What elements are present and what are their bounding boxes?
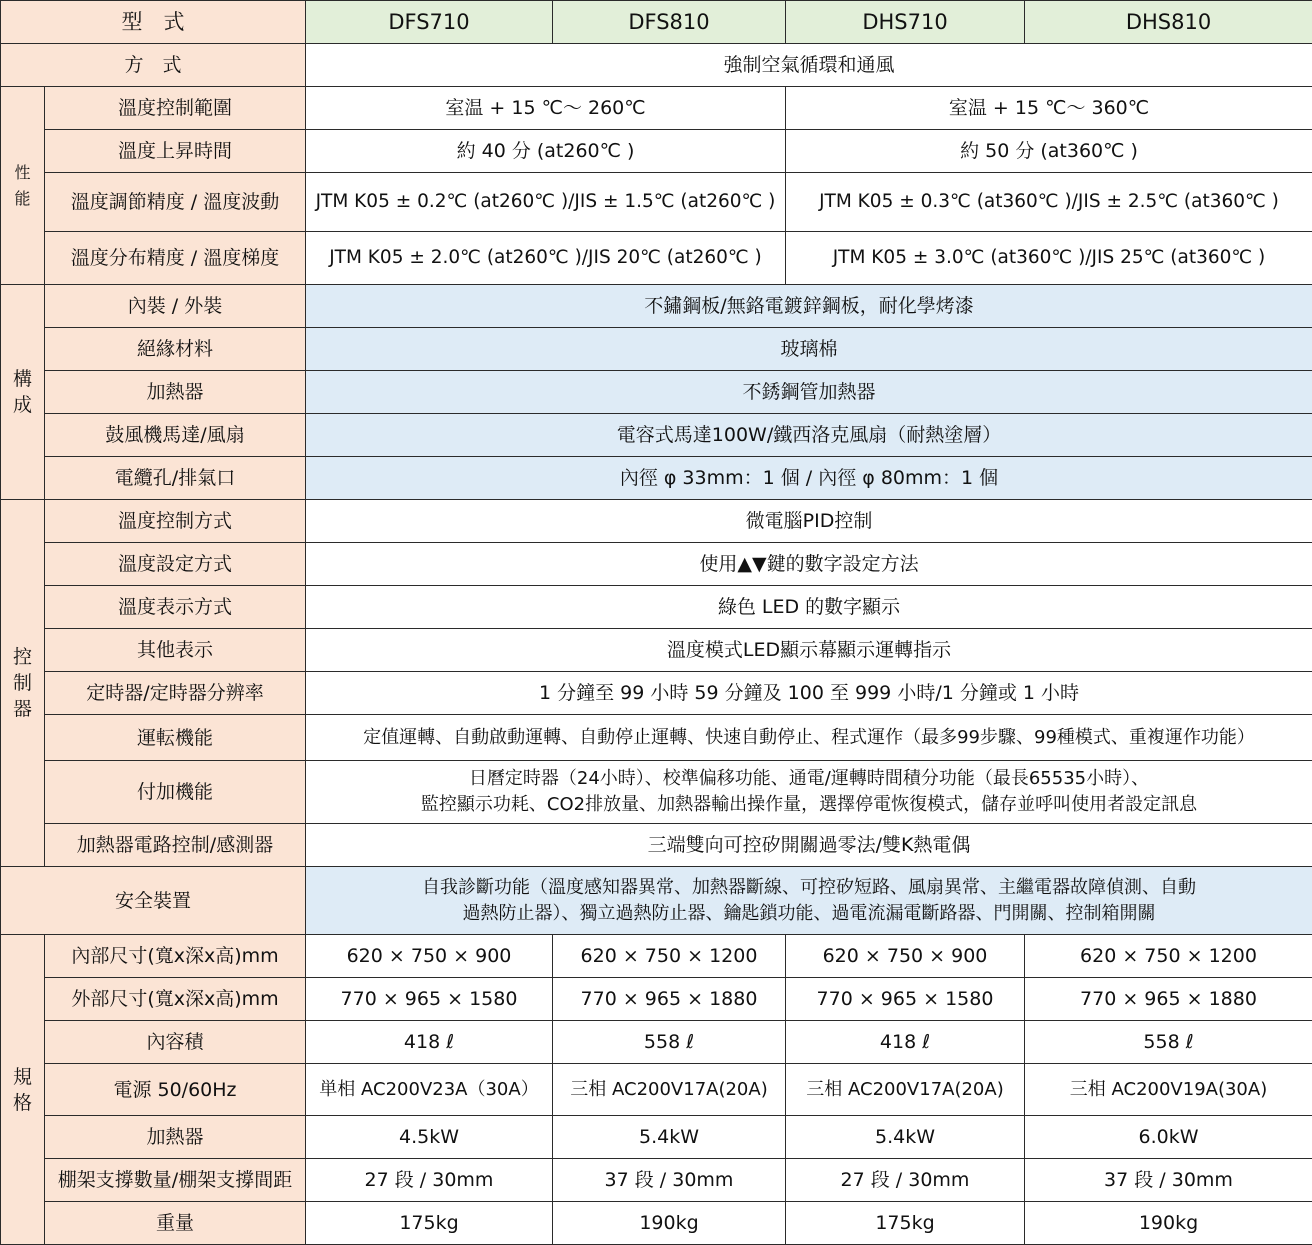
row-label: 內容積: [45, 1021, 306, 1064]
table-row: [1, 173, 1312, 232]
cell-value: 室温 + 15 ℃～ 360℃: [786, 87, 1312, 130]
row-label: 重量: [45, 1202, 306, 1245]
table-row: [1, 1116, 1312, 1159]
row-label: 電源 50/60Hz: [45, 1064, 306, 1116]
cell-value: 玻璃棉: [306, 328, 1312, 371]
cell-value: 190kg: [1025, 1202, 1312, 1245]
table-row: [1, 328, 1312, 371]
safety-row: [1, 867, 1312, 935]
cell-value: 770 × 965 × 1880: [1025, 978, 1312, 1021]
cell-value: 558 ℓ: [553, 1021, 786, 1064]
model-dfs710: DFS710: [306, 1, 553, 44]
table-row: [1, 1159, 1312, 1202]
row-label: 加熱器: [45, 1116, 306, 1159]
cell-value: 三相 AC200V19A(30A): [1025, 1064, 1312, 1116]
cell-value: 27 段 / 30mm: [786, 1159, 1025, 1202]
row-label: 溫度分布精度 / 溫度梯度: [45, 232, 306, 285]
row-label: 溫度設定方式: [45, 543, 306, 586]
cell-value: 三相 AC200V17A(20A): [553, 1064, 786, 1116]
cell-value: 770 × 965 × 1580: [786, 978, 1025, 1021]
safety-value: 自我診斷功能（溫度感知器異常、加熱器斷線、可控矽短路、風扇異常、主繼電器故障偵測、自動 過熱防止器）、獨立過熱防止器、鑰匙鎖功能、過電流漏電斷路器、門開關、控制箱開關: [306, 867, 1312, 935]
row-label: 加熱器: [45, 371, 306, 414]
table-row: [1, 87, 1312, 130]
table-row: [1, 1021, 1312, 1064]
table-row: [1, 586, 1312, 629]
cell-value: JTM K05 ± 0.2℃ (at260℃ )/JIS ± 1.5℃ (at260℃ ): [306, 173, 786, 232]
cell-value: 4.5kW: [306, 1116, 553, 1159]
cell-value: JTM K05 ± 3.0℃ (at360℃ )/JIS 25℃ (at360℃ ): [786, 232, 1312, 285]
group-construction: 構 成: [1, 285, 45, 500]
table-row: [1, 761, 1312, 824]
model-dhs710: DHS710: [786, 1, 1025, 44]
table-row: [1, 629, 1312, 672]
row-label: 內裝 / 外裝: [45, 285, 306, 328]
cell-value: 37 段 / 30mm: [1025, 1159, 1312, 1202]
row-label: 溫度調節精度 / 溫度波動: [45, 173, 306, 232]
model-dhs810: DHS810: [1025, 1, 1312, 44]
cell-value: 內徑 φ 33mm：1 個 / 內徑 φ 80mm：1 個: [306, 457, 1312, 500]
row-label: 電纜孔/排氣口: [45, 457, 306, 500]
model-dfs810: DFS810: [553, 1, 786, 44]
row-label: 付加機能: [45, 761, 306, 824]
cell-value: 単相 AC200V23A（30A）: [306, 1064, 553, 1116]
cell-value: 微電腦PID控制: [306, 500, 1312, 543]
cell-value: 418 ℓ: [306, 1021, 553, 1064]
safety-label: 安全裝置: [1, 867, 306, 935]
cell-value: 溫度模式LED顯示幕顯示運轉指示: [306, 629, 1312, 672]
table-row: [1, 1202, 1312, 1245]
method-value: 強制空氣循環和通風: [306, 44, 1312, 87]
cell-value: 5.4kW: [553, 1116, 786, 1159]
cell-value: 27 段 / 30mm: [306, 1159, 553, 1202]
table-row: [1, 1064, 1312, 1116]
cell-value: 三相 AC200V17A(20A): [786, 1064, 1025, 1116]
table-row: [1, 457, 1312, 500]
cell-value: 日曆定時器（24小時）、校準偏移功能、通電/運轉時間積分功能（最長65535小時）、 監控顯示功耗、CO2排放量、加熱器輸出操作量，選擇停電恢復模式，儲存並呼叫使用者設定訊息: [306, 761, 1312, 824]
cell-value: 6.0kW: [1025, 1116, 1312, 1159]
cell-value: 175kg: [786, 1202, 1025, 1245]
row-label: 其他表示: [45, 629, 306, 672]
row-label: 運転機能: [45, 715, 306, 761]
table-row: [1, 232, 1312, 285]
table-row: [1, 672, 1312, 715]
method-row: [1, 44, 1312, 87]
cell-value: 綠色 LED 的數字顯示: [306, 586, 1312, 629]
table-row: [1, 500, 1312, 543]
table-row: [1, 414, 1312, 457]
row-label: 溫度控制範圍: [45, 87, 306, 130]
cell-value: 5.4kW: [786, 1116, 1025, 1159]
cell-value: 約 50 分 (at360℃ ): [786, 130, 1312, 173]
cell-value: 620 × 750 × 1200: [1025, 935, 1312, 978]
cell-value: JTM K05 ± 2.0℃ (at260℃ )/JIS 20℃ (at260℃ ): [306, 232, 786, 285]
table-row: [1, 543, 1312, 586]
table-row: [1, 935, 1312, 978]
row-label: 加熱器電路控制/感測器: [45, 824, 306, 867]
cell-value: 620 × 750 × 1200: [553, 935, 786, 978]
cell-value: 電容式馬達100W/鐵西洛克風扇（耐熱塗層）: [306, 414, 1312, 457]
group-specs: 規 格: [1, 935, 45, 1245]
cell-value: 約 40 分 (at260℃ ): [306, 130, 786, 173]
cell-value: JTM K05 ± 0.3℃ (at360℃ )/JIS ± 2.5℃ (at360℃ ): [786, 173, 1312, 232]
table-row: [1, 715, 1312, 761]
row-label: 外部尺寸(寬x深x高)mm: [45, 978, 306, 1021]
cell-value: 190kg: [553, 1202, 786, 1245]
cell-value: 620 × 750 × 900: [786, 935, 1025, 978]
group-performance: 性 能: [1, 87, 45, 285]
row-label: 絕緣材料: [45, 328, 306, 371]
cell-value: 175kg: [306, 1202, 553, 1245]
row-label: 溫度上昇時間: [45, 130, 306, 173]
row-label: 定時器/定時器分辨率: [45, 672, 306, 715]
group-control: 控 制 器: [1, 500, 45, 867]
cell-value: 620 × 750 × 900: [306, 935, 553, 978]
cell-value: 37 段 / 30mm: [553, 1159, 786, 1202]
cell-value: 418 ℓ: [786, 1021, 1025, 1064]
cell-value: 室温 + 15 ℃～ 260℃: [306, 87, 786, 130]
header-row: [1, 1, 1312, 44]
cell-value: 使用▲▼鍵的數字設定方法: [306, 543, 1312, 586]
cell-value: 定值運轉、自動啟動運轉、自動停止運轉、快速自動停止、程式運作（最多99步驟、99種模式、重複運作功能）: [306, 715, 1312, 761]
model-label: 型 式: [1, 1, 306, 44]
cell-value: 三端雙向可控矽開關過零法/雙K熱電偶: [306, 824, 1312, 867]
cell-value: 1 分鐘至 99 小時 59 分鐘及 100 至 999 小時/1 分鐘或 1 小時: [306, 672, 1312, 715]
row-label: 棚架支撐數量/棚架支撐間距: [45, 1159, 306, 1202]
cell-value: 不銹鋼管加熱器: [306, 371, 1312, 414]
method-label: 方 式: [1, 44, 306, 87]
row-label: 內部尺寸(寬x深x高)mm: [45, 935, 306, 978]
cell-value: 770 × 965 × 1880: [553, 978, 786, 1021]
table-row: [1, 978, 1312, 1021]
table-row: [1, 130, 1312, 173]
row-label: 溫度表示方式: [45, 586, 306, 629]
table-row: [1, 285, 1312, 328]
cell-value: 不鏽鋼板/無鉻電鍍鋅鋼板，耐化學烤漆: [306, 285, 1312, 328]
row-label: 鼓風機馬達/風扇: [45, 414, 306, 457]
table-row: [1, 824, 1312, 867]
table-row: [1, 371, 1312, 414]
cell-value: 558 ℓ: [1025, 1021, 1312, 1064]
cell-value: 770 × 965 × 1580: [306, 978, 553, 1021]
row-label: 溫度控制方式: [45, 500, 306, 543]
